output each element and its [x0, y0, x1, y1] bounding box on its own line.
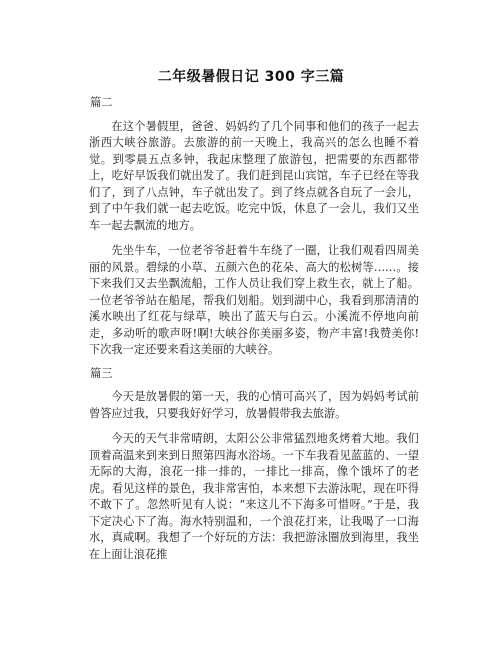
- section-label-2: 篇二: [90, 96, 113, 109]
- paragraph: 先坐牛车，一位老爷爷赶着牛车绕了一圈，让我们观看四周美丽的风景。碧绿的小草、五颜六色的花朵、高大的松树等……。接下来我们又去坐飘流船，工作人员让我们穿上救生衣，就上了船。一位老爷爷站在船尾，帮我们划船。划到湖中心，我看到那清清的溪水映出了红花与绿草，映出了蓝天与白云。小溪流不停地向前走，多动听的歌声呀!啊!大峡谷你美丽多姿，物产丰富!我赞美你!下次我一定还要来看这美丽的大峡谷。: [89, 244, 419, 356]
- document-title: 二年级暑假日记 300 字三篇: [157, 69, 345, 85]
- document-body: [89, 95, 419, 563]
- section-label-3: 篇三: [90, 366, 113, 380]
- paragraph: 在这个暑假里，爸爸、妈妈约了几个同事和他们的孩子一起去浙西大峡谷旅游。去旅游的前一天晚上，我高兴的怎么也睡不着觉。到零晨五点多钟，我起床整理了旅游包，把需要的东西都带上，吃好早饭我们就出发了。我们赶到昆山宾馆，车子已经在等我们了，到了八点钟，车子就出发了。到了终点就各自玩了一会儿，到了中午我们就一起去吃饭。吃完中饭，休息了一会儿，我们又坐车一起去飘流的地方。: [89, 119, 419, 232]
- paragraph: 今天是放暑假的第一天，我的心情可高兴了，因为妈妈考试前曾答应过我，只要我好好学习，放暑假带我去旅游。: [89, 390, 419, 420]
- paragraph: 今天的天气非常晴朗，太阳公公非常猛烈地炙烤着大地。我们顶着高温来到来到日照第四海水浴场。一下车我看见蓝蓝的、一望无际的大海，浪花一排一排的，一排比一排高，像个饿坏了的老虎。看见这样的景色，我非常害怕，本来想下去游泳呢，现在吓得不敢下了。忽然听见有人说：“来这儿不下海多可惜呀。”于是，我下定决心下了海。海水特别温和，一个浪花打来，让我喝了一口海水，真咸啊。我想了一个好玩的方法：我把游泳圈放到海里，我坐在上面让浪花推: [89, 432, 419, 561]
